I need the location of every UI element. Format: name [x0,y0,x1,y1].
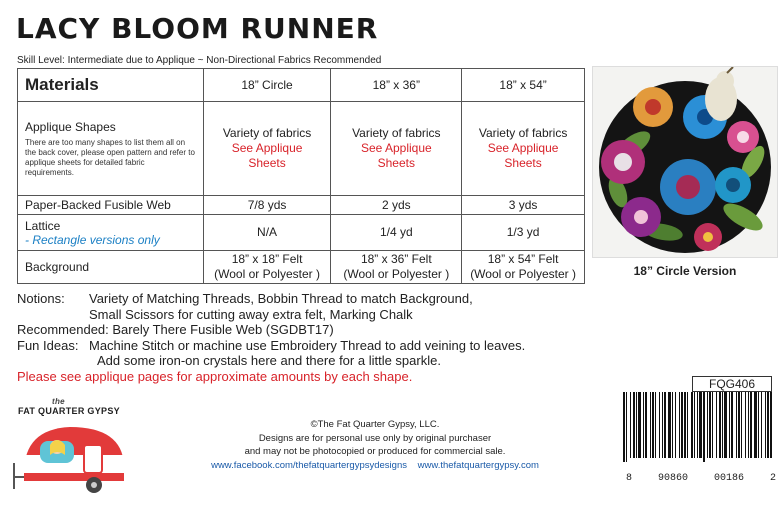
notions-label: Notions: [17,291,65,306]
barcode-bar [668,392,671,458]
barcode-bar [626,392,627,462]
applique-amounts-note: Please see applique pages for approximate amounts by each shape. [17,368,413,384]
fusible-54: 3 yds [462,196,585,215]
fun-row [17,338,577,354]
lattice-54: 1/3 yd [462,215,585,251]
barcode-bar [655,392,656,458]
table-row [18,251,585,284]
flower-runner-illustration [593,67,778,258]
background-size: 18” x 54” Felt [487,252,559,266]
barcode-bar [736,392,737,458]
barcode-bar [765,392,766,458]
barcode-bar [770,392,772,458]
barcode-bar [707,392,708,458]
barcode-bar [716,392,717,458]
photo-caption: 18” Circle Version [633,264,737,278]
barcode-bar [741,392,742,458]
table-row [18,102,585,196]
barcode-bar [738,392,740,458]
background-size: 18” x 36” Felt [360,252,432,266]
page-title: LACY BLOOM RUNNER [16,12,379,45]
notions-text-1: Variety of Matching Threads, Bobbin Thread to match Background, [89,291,473,306]
barcode-bar [722,392,723,458]
barcode-bar [662,392,663,458]
barcode-bar [712,392,713,458]
recommended-text: Recommended: Barely There Fusible Web (SGDBT17) [17,322,334,338]
brand-name: FAT QUARTER GYPSY [18,406,120,416]
see-applique-text: See Applique [360,141,432,155]
barcode-bar [761,392,762,458]
background-size: 18” x 18” Felt [231,252,303,266]
background-material: (Wool or Polyester ) [343,267,450,281]
fusible-label: Paper-Backed Fusible Web [18,196,204,215]
sheets-text: Sheets [248,156,286,170]
applique-cell [18,102,204,196]
notes-section [17,291,577,385]
applique-36 [331,102,462,196]
barcode-digit-group: 90860 [657,473,688,484]
facebook-link[interactable]: www.facebook.com/thefatquartergypsydesigns [211,459,407,471]
materials-header: Materials [18,69,204,102]
footer [170,418,580,472]
barcode-bar [758,392,759,458]
barcode-bar [697,392,698,458]
barcode-bar [633,392,635,458]
lattice-note: - Rectangle versions only [25,232,160,247]
usage-line-2: and may not be photocopied or produced for commercial sale. [244,446,506,457]
barcode-bar [645,392,647,458]
runner-photo [592,66,778,258]
variety-text: Variety of fabrics [352,126,441,140]
barcode-digit-group: 8 [626,473,633,484]
barcode-digit-group: 00186 [713,473,744,484]
barcode-bar [699,392,702,458]
barcode-bar [745,392,746,458]
applique-label: Applique Shapes [25,119,116,134]
barcode-bar [748,392,749,458]
sheets-text: Sheets [377,156,415,170]
see-applique-text: See Applique [487,141,559,155]
fusible-36: 2 yds [331,196,462,215]
background-54 [462,251,585,284]
applique-54 [462,102,585,196]
website-link[interactable]: www.thefatquartergypsy.com [417,459,539,471]
barcode-bar [729,392,730,458]
barcode-bar [731,392,733,458]
col-header-circle: 18” Circle [203,69,331,102]
copyright: ©The Fat Quarter Gypsy, LLC. [310,419,440,430]
background-circle [203,251,331,284]
lattice-circle: N/A [203,215,331,251]
barcode-digits [626,473,776,484]
col-header-36: 18” x 36” [331,69,462,102]
barcode-bar [703,392,705,462]
variety-text: Variety of fabrics [222,126,312,140]
table-row [18,215,585,251]
barcode-bar [750,392,752,458]
barcode-bar [664,392,666,458]
lattice-cell [18,215,204,251]
sheets-text: Sheets [504,156,542,170]
col-header-54: 18” x 54” [462,69,585,102]
barcode-bar [767,392,769,458]
barcode-bar [681,392,683,458]
barcode-bar [672,392,673,458]
barcode-bar [719,392,721,458]
variety-text: Variety of fabrics [478,126,568,140]
barcode-bar [623,392,625,462]
barcode-bar [650,392,651,458]
barcode-bar [684,392,686,458]
barcode-bar [724,392,727,458]
fun-text-2: Add some iron-on crystals here and there for a little sparkle. [97,353,441,369]
see-applique-text: See Applique [231,141,303,155]
notions-row [17,291,577,307]
barcode-digit-group: 2 [769,473,776,484]
barcode-bar [679,392,680,458]
brand-logo [18,397,130,416]
background-36 [331,251,462,284]
barcode-bar [659,392,660,458]
applique-circle [203,102,331,196]
background-label: Background [18,251,204,284]
footer-links [170,459,580,473]
barcode-bar [638,392,641,458]
barcode-bar [709,392,711,458]
barcode-bar [630,392,631,458]
barcode-bar [691,392,693,458]
lattice-36: 1/4 yd [331,215,462,251]
notions-text-2: Small Scissors for cutting away extra felt, Marking Chalk [89,306,413,322]
skill-level: Skill Level: Intermediate due to Applique ~ Non-Directional Fabrics Recommended [17,55,382,66]
barcode-bar [754,392,757,458]
table-row [18,196,585,215]
fusible-circle: 7/8 yds [203,196,331,215]
table-row [18,69,585,102]
fun-label: Fun Ideas: [17,337,79,353]
barcode-bar [694,392,695,458]
sku-label: FQG406 [692,376,772,392]
usage-line-1: Designs are for personal use only by original purchaser [258,432,492,444]
materials-table [17,68,585,284]
barcode-bar [643,392,644,458]
lattice-label: Lattice [25,218,61,233]
barcode-bar [636,392,637,458]
background-material: (Wool or Polyester ) [214,267,320,281]
applique-note: There are too many shapes to list them all on the back cover, please open pattern and refer to applique sheets for detailed fabric requirements. [25,137,195,177]
barcode-bar [652,392,654,458]
barcode-bar [687,392,688,458]
barcode [621,392,773,462]
background-material: (Wool or Polyester ) [470,267,576,281]
brand-the: the [52,397,65,406]
barcode-bar [675,392,676,458]
fun-text-1: Machine Stitch or machine use Embroidery Thread to add veining to leaves. [89,337,526,353]
gypsy-trailer-icon [10,415,130,495]
